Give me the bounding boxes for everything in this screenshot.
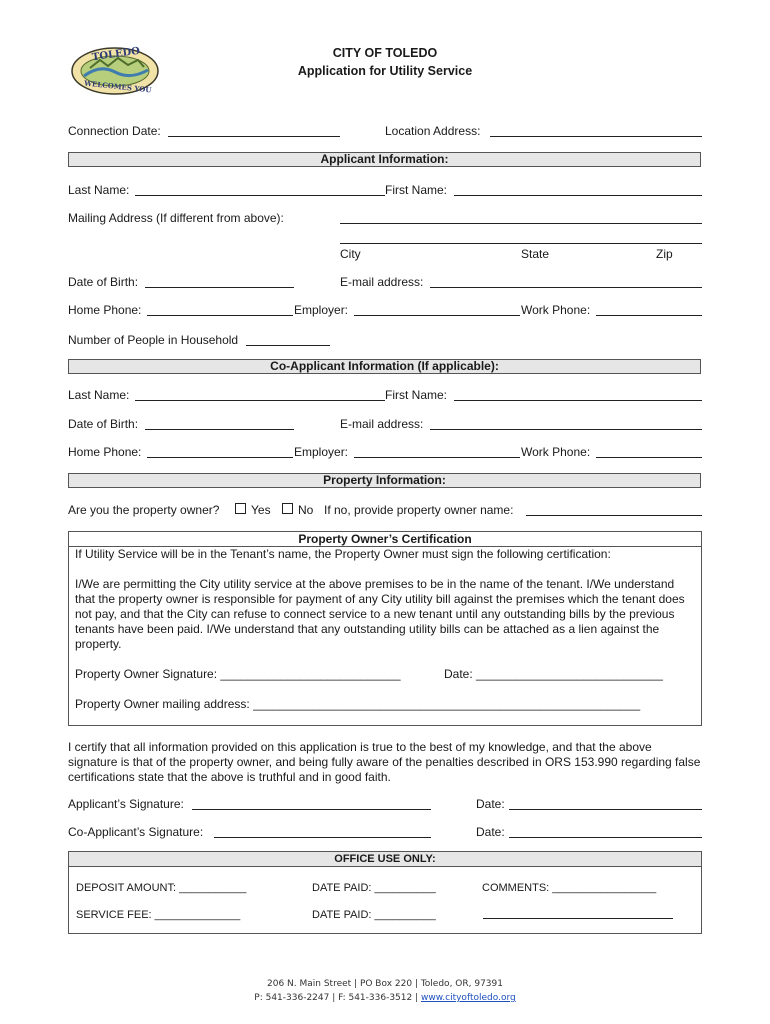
co-employer-label: Employer: xyxy=(294,445,349,459)
co-dob-label: Date of Birth: xyxy=(68,417,139,431)
work-phone-label: Work Phone: xyxy=(521,303,591,317)
work-phone-field[interactable] xyxy=(596,315,702,316)
co-email-field[interactable] xyxy=(430,429,702,430)
logo-text-top: TOLEDO xyxy=(91,45,141,64)
location-address-label: Location Address: xyxy=(385,124,481,138)
co-work-phone-field[interactable] xyxy=(596,457,702,458)
attestation-text: I certify that all information provided on this application is true to the best of my knowledge, and that the above signature is that of the property owner, and being fully aware of the penalties described in ORS 153.990 regarding false certifications state that the above is truthful and in good faith. xyxy=(68,740,701,784)
employer-label: Employer: xyxy=(294,303,349,317)
co-applicant-date-field[interactable] xyxy=(509,837,702,838)
co-last-name-field[interactable] xyxy=(135,400,385,401)
city-label: City xyxy=(340,247,361,261)
applicant-date-field[interactable] xyxy=(509,809,702,810)
owner-no-checkbox[interactable] xyxy=(282,503,293,514)
co-last-name-label: Last Name: xyxy=(68,388,130,402)
certification-body: I/We are permitting the City utility service at the above premises to be in the name of the tenant. I/We understand that the property owner is responsible for payment of any City utility bill against the premises which the tenant does not pay, and that the City can refuse to connect service to a new tenant until any outstanding bills by the previous tenants have been paid. I/We understand that any outstanding utility bills can be attached as a lien against the property. xyxy=(75,577,685,651)
first-name-label: First Name: xyxy=(385,183,448,197)
service-fee-field[interactable]: SERVICE FEE: ______________ xyxy=(76,909,241,921)
home-phone-field[interactable] xyxy=(147,315,293,316)
zip-label: Zip xyxy=(656,247,673,261)
owner-signature-date-field[interactable]: Date: ____________________________ xyxy=(444,667,663,681)
certification-heading: Property Owner’s Certification xyxy=(298,532,472,546)
location-address-field[interactable] xyxy=(490,136,702,137)
household-field[interactable] xyxy=(246,345,330,346)
co-applicant-section-header: Co-Applicant Information (If applicable): xyxy=(68,359,701,374)
applicant-date-label: Date: xyxy=(476,797,505,811)
owner-yes-checkbox[interactable] xyxy=(235,503,246,514)
logo-text-bottom: WELCOMES YOU xyxy=(83,78,152,95)
mailing-address-label: Mailing Address (If different from above): xyxy=(68,211,284,225)
co-first-name-label: First Name: xyxy=(385,388,448,402)
owner-name-label: If no, provide property owner name: xyxy=(324,503,514,517)
applicant-section-header: Applicant Information: xyxy=(68,152,701,167)
property-owner-question: Are you the property owner? xyxy=(68,503,220,517)
household-label: Number of People in Household xyxy=(68,333,239,347)
footer-address: 206 N. Main Street | PO Box 220 | Toledo, OR, 97391 xyxy=(267,979,503,989)
comments-extra-line[interactable] xyxy=(483,918,673,919)
footer-contact xyxy=(0,991,770,1005)
certification-intro: If Utility Service will be in the Tenant’s name, the Property Owner must sign the following certification: xyxy=(75,547,611,561)
owner-yes-label: Yes xyxy=(251,503,271,517)
date-paid-field-2[interactable]: DATE PAID: __________ xyxy=(312,909,436,921)
co-work-phone-label: Work Phone: xyxy=(521,445,591,459)
owner-mailing-address-field[interactable]: Property Owner mailing address: __________________________________________________________ xyxy=(75,697,641,711)
co-first-name-field[interactable] xyxy=(454,400,702,401)
office-use-header: OFFICE USE ONLY: xyxy=(69,852,701,867)
connection-date-label: Connection Date: xyxy=(68,124,161,138)
co-applicant-date-label: Date: xyxy=(476,825,505,839)
co-home-phone-field[interactable] xyxy=(147,457,293,458)
mailing-address-field[interactable] xyxy=(340,223,702,224)
employer-field[interactable] xyxy=(354,315,520,316)
state-label: State xyxy=(521,247,550,261)
property-section-header: Property Information: xyxy=(68,473,701,488)
owner-no-label: No xyxy=(298,503,314,517)
owner-certification-box xyxy=(68,531,702,726)
last-name-label: Last Name: xyxy=(68,183,130,197)
applicant-signature-field[interactable] xyxy=(192,809,431,810)
applicant-signature-label: Applicant’s Signature: xyxy=(68,797,184,811)
deposit-amount-field[interactable]: DEPOSIT AMOUNT: ___________ xyxy=(76,882,247,894)
page-subtitle: Application for Utility Service xyxy=(297,64,473,78)
email-field[interactable] xyxy=(430,287,702,288)
owner-name-field[interactable] xyxy=(526,515,702,516)
email-label: E-mail address: xyxy=(340,275,424,289)
co-applicant-signature-label: Co-Applicant’s Signature: xyxy=(68,825,204,839)
comments-field[interactable]: COMMENTS: _________________ xyxy=(482,882,657,894)
last-name-field[interactable] xyxy=(135,195,385,196)
connection-date-field[interactable] xyxy=(168,136,340,137)
co-dob-field[interactable] xyxy=(145,429,294,430)
home-phone-label: Home Phone: xyxy=(68,303,142,317)
co-applicant-signature-field[interactable] xyxy=(214,837,431,838)
dob-field[interactable] xyxy=(145,287,294,288)
first-name-field[interactable] xyxy=(454,195,702,196)
co-employer-field[interactable] xyxy=(354,457,520,458)
footer-phones: P: 541-336-2247 | F: 541-336-3512 | xyxy=(254,993,419,1003)
co-home-phone-label: Home Phone: xyxy=(68,445,142,459)
page-title: CITY OF TOLEDO xyxy=(332,46,438,60)
dob-label: Date of Birth: xyxy=(68,275,139,289)
footer-website-link[interactable]: www.cityoftoledo.org xyxy=(421,993,516,1003)
office-use-box xyxy=(68,851,702,934)
date-paid-field-1[interactable]: DATE PAID: __________ xyxy=(312,882,436,894)
city-state-zip-field[interactable] xyxy=(340,243,702,244)
co-email-label: E-mail address: xyxy=(340,417,424,431)
owner-signature-field[interactable]: Property Owner Signature: ___________________________ xyxy=(75,667,401,681)
